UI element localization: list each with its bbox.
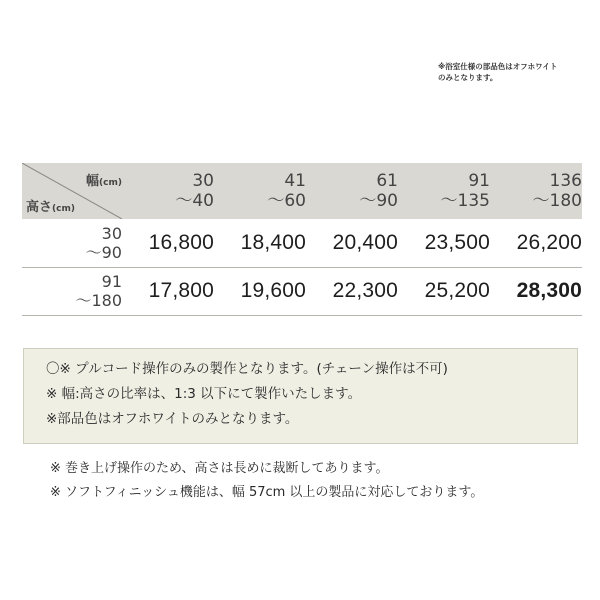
width-range-col-3: 61 ～90 <box>359 171 398 211</box>
width-range-col-2: 41 ～60 <box>267 171 306 211</box>
info-box <box>23 348 578 444</box>
note-roll-up: ※ 巻き上げ操作のため、高さは長めに裁断してあります。 <box>50 461 389 476</box>
bath-spec-note <box>438 61 588 83</box>
price-cell: 18,400 <box>240 230 306 254</box>
bath-spec-note-line-1: ※浴室仕様の部品色はオフホワイト <box>438 62 558 71</box>
price-table <box>22 163 582 316</box>
height-axis-label: 高さ(cm) <box>26 200 75 215</box>
table-corner-cell <box>22 163 122 219</box>
info-line-part-color: ※部品色はオフホワイトのみとなります。 <box>46 411 299 427</box>
info-line-ratio: ※ 幅:高さの比率は、1:3 以下にて製作いたします。 <box>46 386 362 402</box>
width-axis-label: 幅(cm) <box>86 174 122 189</box>
price-cell: 25,200 <box>424 279 490 302</box>
price-cell: 16,800 <box>148 230 214 254</box>
width-header-row <box>22 163 582 219</box>
height-range-row-2: 91 ～180 <box>75 272 122 310</box>
price-cell: 17,800 <box>148 279 214 302</box>
height-range-row-1: 30 ～90 <box>85 223 122 262</box>
price-cell-highlight: 28,300 <box>516 279 582 302</box>
table-row <box>22 219 582 267</box>
note-soft-finish: ※ ソフトフィニッシュ機能は、幅 57cm 以上の製品に対応しております。 <box>50 485 484 500</box>
price-cell: 23,500 <box>424 230 490 254</box>
width-range-col-1: 30 ～40 <box>175 171 214 211</box>
width-range-col-5: 136 ～180 <box>532 171 582 211</box>
bottom-notes <box>50 457 590 505</box>
bath-spec-note-line-2: のみとなります。 <box>438 73 498 82</box>
info-line-pull-cord: 〇※ プルコード操作のみの製作となります。(チェーン操作は不可) <box>46 361 448 377</box>
price-cell: 20,400 <box>332 230 398 254</box>
table-row <box>22 267 582 315</box>
price-cell: 19,600 <box>240 279 306 302</box>
width-range-col-4: 91 ～135 <box>440 171 490 211</box>
price-cell: 26,200 <box>516 230 582 254</box>
price-cell: 22,300 <box>332 279 398 302</box>
